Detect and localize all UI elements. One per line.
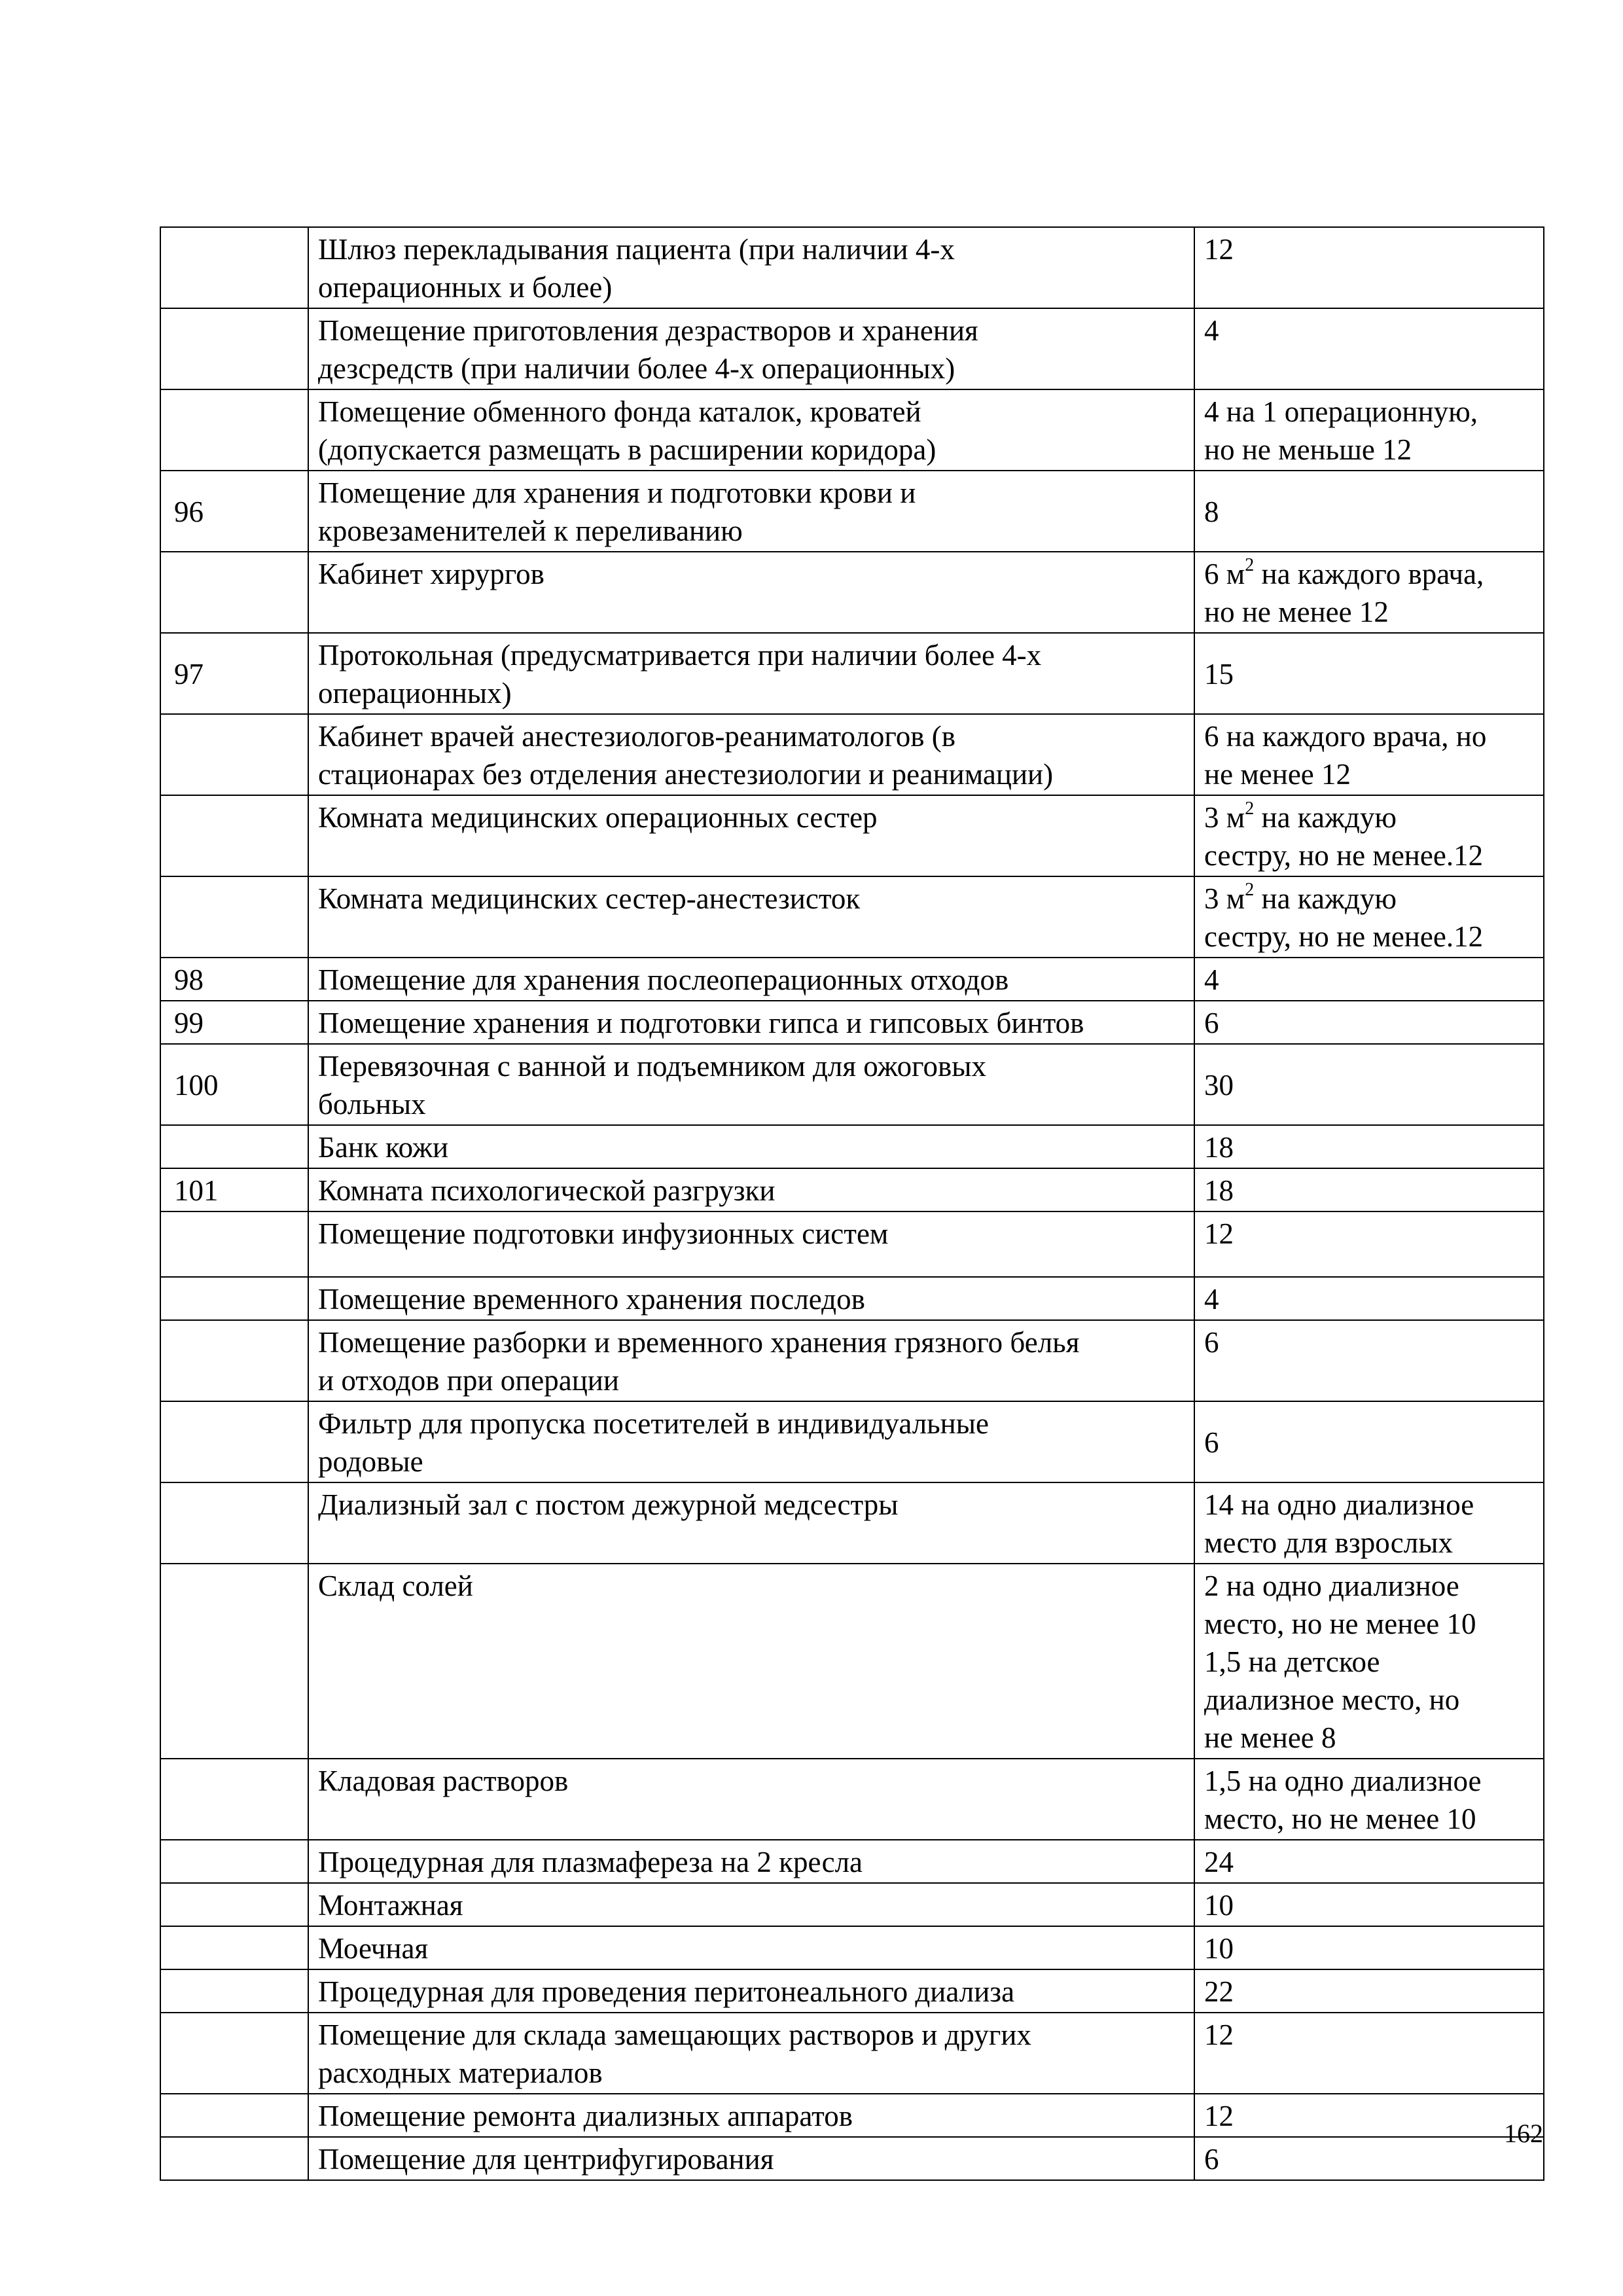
room-name-cell bbox=[308, 958, 1194, 1001]
area-value-line bbox=[1204, 555, 1537, 593]
room-name-line: Перевязочная с ванной и подъемником для ожоговых bbox=[318, 1050, 986, 1083]
area-value-line bbox=[1204, 880, 1537, 918]
room-name-line: Комната психологической разгрузки bbox=[318, 1174, 776, 1207]
area-value-cell bbox=[1194, 1168, 1544, 1211]
row-number-cell bbox=[160, 1482, 308, 1564]
area-value-cell bbox=[1194, 389, 1544, 471]
room-name-line: Помещение для склада замещающих растворов и других bbox=[318, 2018, 1031, 2051]
row-number-cell bbox=[160, 1883, 308, 1926]
area-value-line: 24 bbox=[1204, 1846, 1234, 1878]
room-name-cell bbox=[308, 1125, 1194, 1168]
table-row bbox=[160, 2013, 1544, 2094]
room-name-cell bbox=[308, 1211, 1194, 1277]
room-name-line: (допускается размещать в расширении коридора) bbox=[318, 433, 936, 466]
area-value-line: место, но не менее 10 bbox=[1204, 1803, 1476, 1835]
area-unit-superscript: 2 bbox=[1245, 880, 1255, 900]
room-name-cell bbox=[308, 2013, 1194, 2094]
area-value-cell bbox=[1194, 876, 1544, 958]
room-name-cell bbox=[308, 1564, 1194, 1759]
area-value-cell bbox=[1194, 308, 1544, 389]
area-value-cell bbox=[1194, 227, 1544, 308]
table-row bbox=[160, 1482, 1544, 1564]
room-name-line: Помещение ремонта диализных аппаратов bbox=[318, 2100, 853, 2132]
area-value-cell bbox=[1194, 1211, 1544, 1277]
table-row bbox=[160, 308, 1544, 389]
room-name-line: Моечная bbox=[318, 1932, 429, 1965]
table-row bbox=[160, 2094, 1544, 2137]
area-value-line: но не меньше 12 bbox=[1204, 433, 1412, 466]
room-name-cell bbox=[308, 1320, 1194, 1401]
row-number-cell bbox=[160, 2137, 308, 2180]
room-name-cell bbox=[308, 876, 1194, 958]
area-value-line: 18 bbox=[1204, 1131, 1234, 1164]
room-name-cell bbox=[308, 1926, 1194, 1969]
area-value-line: 12 bbox=[1204, 2018, 1234, 2051]
area-value-line: 12 bbox=[1204, 233, 1234, 266]
room-name-line: Кладовая растворов bbox=[318, 1765, 569, 1797]
area-value-line: сестру, но не менее.12 bbox=[1204, 920, 1484, 953]
room-name-line: Помещение для хранения послеоперационных отходов bbox=[318, 963, 1009, 996]
area-value-line: 4 bbox=[1204, 963, 1219, 996]
room-name-line: больных bbox=[318, 1088, 426, 1121]
row-number-cell: 100 bbox=[160, 1044, 308, 1125]
table-row bbox=[160, 1277, 1544, 1320]
area-value-line: 4 bbox=[1204, 1283, 1219, 1316]
row-number-cell: 97 bbox=[160, 633, 308, 714]
area-value-cell bbox=[1194, 2094, 1544, 2137]
room-name-cell bbox=[308, 714, 1194, 795]
row-number-cell bbox=[160, 1401, 308, 1482]
room-name-cell bbox=[308, 227, 1194, 308]
room-name-cell bbox=[308, 1168, 1194, 1211]
area-value-prefix: 3 м bbox=[1204, 801, 1245, 834]
room-name-cell bbox=[308, 1401, 1194, 1482]
area-unit-superscript: 2 bbox=[1245, 555, 1255, 575]
area-value-cell bbox=[1194, 1125, 1544, 1168]
room-name-cell bbox=[308, 1840, 1194, 1883]
room-name-line: стационарах без отделения анестезиологии и реанимации) bbox=[318, 758, 1054, 791]
table-row bbox=[160, 1883, 1544, 1926]
room-name-line: Фильтр для пропуска посетителей в индивидуальные bbox=[318, 1407, 989, 1440]
row-number-cell bbox=[160, 795, 308, 876]
room-name-cell bbox=[308, 1969, 1194, 2013]
area-value-cell bbox=[1194, 1926, 1544, 1969]
area-value-suffix: на каждую bbox=[1254, 801, 1397, 834]
room-name-line: Помещение для хранения и подготовки крови и bbox=[318, 476, 916, 509]
row-number-cell bbox=[160, 227, 308, 308]
room-name-line: Процедурная для плазмафереза на 2 кресла bbox=[318, 1846, 863, 1878]
area-value-cell bbox=[1194, 1759, 1544, 1840]
table-row bbox=[160, 1840, 1544, 1883]
row-number-cell bbox=[160, 1564, 308, 1759]
room-name-line: Помещение подготовки инфузионных систем bbox=[318, 1217, 889, 1250]
table-row bbox=[160, 1168, 1544, 1211]
area-value-cell bbox=[1194, 1044, 1544, 1125]
table-row bbox=[160, 1926, 1544, 1969]
row-number-cell bbox=[160, 714, 308, 795]
room-name-cell bbox=[308, 2137, 1194, 2180]
table-row bbox=[160, 633, 1544, 714]
room-name-line: операционных и более) bbox=[318, 271, 613, 304]
room-name-cell bbox=[308, 1883, 1194, 1926]
table-row bbox=[160, 795, 1544, 876]
row-number-cell bbox=[160, 1125, 308, 1168]
area-value-line: 6 bbox=[1204, 1326, 1219, 1359]
row-number-cell bbox=[160, 1840, 308, 1883]
room-name-line: кровезаменителей к переливанию bbox=[318, 514, 743, 547]
area-value-line: 10 bbox=[1204, 1932, 1234, 1965]
area-value-cell bbox=[1194, 1840, 1544, 1883]
area-value-prefix: 6 м bbox=[1204, 558, 1245, 590]
area-value-line: 2 на одно диализное bbox=[1204, 1570, 1459, 1602]
table-row bbox=[160, 714, 1544, 795]
room-name-line: операционных) bbox=[318, 677, 512, 709]
area-value-line: 6 bbox=[1204, 2143, 1219, 2176]
table-row bbox=[160, 1001, 1544, 1044]
row-number-cell bbox=[160, 1926, 308, 1969]
room-name-cell bbox=[308, 795, 1194, 876]
room-name-line: и отходов при операции bbox=[318, 1364, 619, 1397]
area-value-cell bbox=[1194, 795, 1544, 876]
area-value-cell bbox=[1194, 1320, 1544, 1401]
row-number-cell: 98 bbox=[160, 958, 308, 1001]
area-value-line: сестру, но не менее.12 bbox=[1204, 839, 1484, 872]
area-value-cell bbox=[1194, 471, 1544, 552]
area-value-line: 6 bbox=[1204, 1426, 1219, 1459]
area-value-line: не менее 12 bbox=[1204, 758, 1351, 791]
area-value-cell bbox=[1194, 1277, 1544, 1320]
room-name-line: Протокольная (предусматривается при наличии более 4-х bbox=[318, 639, 1042, 672]
row-number-cell: 99 bbox=[160, 1001, 308, 1044]
row-number-cell bbox=[160, 308, 308, 389]
table-row bbox=[160, 876, 1544, 958]
table-row bbox=[160, 1759, 1544, 1840]
table-row bbox=[160, 1564, 1544, 1759]
area-value-cell bbox=[1194, 1482, 1544, 1564]
table-row bbox=[160, 1969, 1544, 2013]
room-name-cell bbox=[308, 1759, 1194, 1840]
room-name-line: Помещение разборки и временного хранения грязного белья bbox=[318, 1326, 1080, 1359]
table-row bbox=[160, 227, 1544, 308]
room-name-line: Диализный зал с постом дежурной медсестры bbox=[318, 1488, 899, 1521]
table-row bbox=[160, 471, 1544, 552]
table-row bbox=[160, 1320, 1544, 1401]
premises-table-body bbox=[160, 227, 1544, 2180]
room-name-line: Кабинет хирургов bbox=[318, 558, 544, 590]
room-name-line: расходных материалов bbox=[318, 2056, 603, 2089]
row-number-cell bbox=[160, 552, 308, 633]
room-name-line: Помещение для центрифугирования bbox=[318, 2143, 774, 2176]
area-value-line: 12 bbox=[1204, 1217, 1234, 1250]
room-name-line: Помещение временного хранения последов bbox=[318, 1283, 865, 1316]
room-name-line: дезсредств (при наличии более 4-х операционных) bbox=[318, 352, 955, 385]
area-value-cell bbox=[1194, 1401, 1544, 1482]
room-name-line: Помещение хранения и подготовки гипса и гипсовых бинтов bbox=[318, 1007, 1084, 1039]
room-name-line: Шлюз перекладывания пациента (при наличии 4-х bbox=[318, 233, 955, 266]
area-value-line: 10 bbox=[1204, 1889, 1234, 1922]
room-name-cell bbox=[308, 1277, 1194, 1320]
room-name-line: Помещение приготовления дезрастворов и хранения bbox=[318, 314, 978, 347]
area-value-line: 6 на каждого врача, но bbox=[1204, 720, 1487, 753]
area-value-line: 30 bbox=[1204, 1069, 1234, 1102]
room-name-line: Склад солей bbox=[318, 1570, 473, 1602]
room-name-line: Кабинет врачей анестезиологов-реаниматологов (в bbox=[318, 720, 955, 753]
area-value-cell bbox=[1194, 633, 1544, 714]
row-number-cell: 101 bbox=[160, 1168, 308, 1211]
area-value-cell bbox=[1194, 1001, 1544, 1044]
area-value-line: место для взрослых bbox=[1204, 1526, 1453, 1559]
area-value-line: диализное место, но bbox=[1204, 1683, 1460, 1716]
row-number-cell: 96 bbox=[160, 471, 308, 552]
area-value-cell bbox=[1194, 552, 1544, 633]
row-number-cell bbox=[160, 2013, 308, 2094]
table-row bbox=[160, 958, 1544, 1001]
room-name-line: Банк кожи bbox=[318, 1131, 449, 1164]
table-row bbox=[160, 2137, 1544, 2180]
area-value-cell bbox=[1194, 1969, 1544, 2013]
room-name-line: Комната медицинских сестер-анестезисток bbox=[318, 882, 861, 915]
area-value-line: 6 bbox=[1204, 1007, 1219, 1039]
area-value-line: 22 bbox=[1204, 1975, 1234, 2008]
room-name-cell bbox=[308, 2094, 1194, 2137]
room-name-cell bbox=[308, 1001, 1194, 1044]
area-value-line: 1,5 на одно диализное bbox=[1204, 1765, 1482, 1797]
area-value-line: 15 bbox=[1204, 658, 1234, 691]
room-name-cell bbox=[308, 471, 1194, 552]
table-row bbox=[160, 1211, 1544, 1277]
room-name-line: Помещение обменного фонда каталок, кроватей bbox=[318, 395, 921, 428]
table-row bbox=[160, 1044, 1544, 1125]
area-value-suffix: на каждого врача, bbox=[1254, 558, 1484, 590]
area-value-line: не менее 8 bbox=[1204, 1721, 1336, 1754]
room-name-cell bbox=[308, 1482, 1194, 1564]
area-value-cell bbox=[1194, 958, 1544, 1001]
page-number: 162 bbox=[1504, 2119, 1543, 2148]
premises-table bbox=[160, 226, 1544, 2181]
area-unit-superscript: 2 bbox=[1245, 798, 1255, 819]
row-number-cell bbox=[160, 1759, 308, 1840]
table-row bbox=[160, 1401, 1544, 1482]
area-value-line: 1,5 на детское bbox=[1204, 1645, 1380, 1678]
area-value-line: место, но не менее 10 bbox=[1204, 1607, 1476, 1640]
row-number-cell bbox=[160, 1969, 308, 2013]
area-value-cell bbox=[1194, 714, 1544, 795]
area-value-line: но не менее 12 bbox=[1204, 596, 1389, 628]
area-value-line: 4 на 1 операционную, bbox=[1204, 395, 1478, 428]
room-name-cell bbox=[308, 633, 1194, 714]
row-number-cell bbox=[160, 1211, 308, 1277]
area-value-cell bbox=[1194, 1564, 1544, 1759]
area-value-line: 8 bbox=[1204, 495, 1219, 528]
table-row bbox=[160, 1125, 1544, 1168]
room-name-cell bbox=[308, 552, 1194, 633]
area-value-line: 18 bbox=[1204, 1174, 1234, 1207]
table-row bbox=[160, 552, 1544, 633]
area-value-cell bbox=[1194, 2137, 1544, 2180]
row-number-cell bbox=[160, 876, 308, 958]
area-value-prefix: 3 м bbox=[1204, 882, 1245, 915]
area-value-cell bbox=[1194, 2013, 1544, 2094]
row-number-cell bbox=[160, 2094, 308, 2137]
area-value-line bbox=[1204, 798, 1537, 836]
room-name-line: родовые bbox=[318, 1445, 423, 1478]
room-name-cell bbox=[308, 308, 1194, 389]
room-name-line: Комната медицинских операционных сестер bbox=[318, 801, 878, 834]
room-name-line: Процедурная для проведения перитонеального диализа bbox=[318, 1975, 1015, 2008]
area-value-line: 14 на одно диализное bbox=[1204, 1488, 1474, 1521]
table-row bbox=[160, 389, 1544, 471]
area-value-suffix: на каждую bbox=[1254, 882, 1397, 915]
room-name-cell bbox=[308, 1044, 1194, 1125]
row-number-cell bbox=[160, 1320, 308, 1401]
area-value-line: 12 bbox=[1204, 2100, 1234, 2132]
area-value-line: 4 bbox=[1204, 314, 1219, 347]
room-name-line: Монтажная bbox=[318, 1889, 463, 1922]
area-value-cell bbox=[1194, 1883, 1544, 1926]
room-name-cell bbox=[308, 389, 1194, 471]
row-number-cell bbox=[160, 389, 308, 471]
row-number-cell bbox=[160, 1277, 308, 1320]
